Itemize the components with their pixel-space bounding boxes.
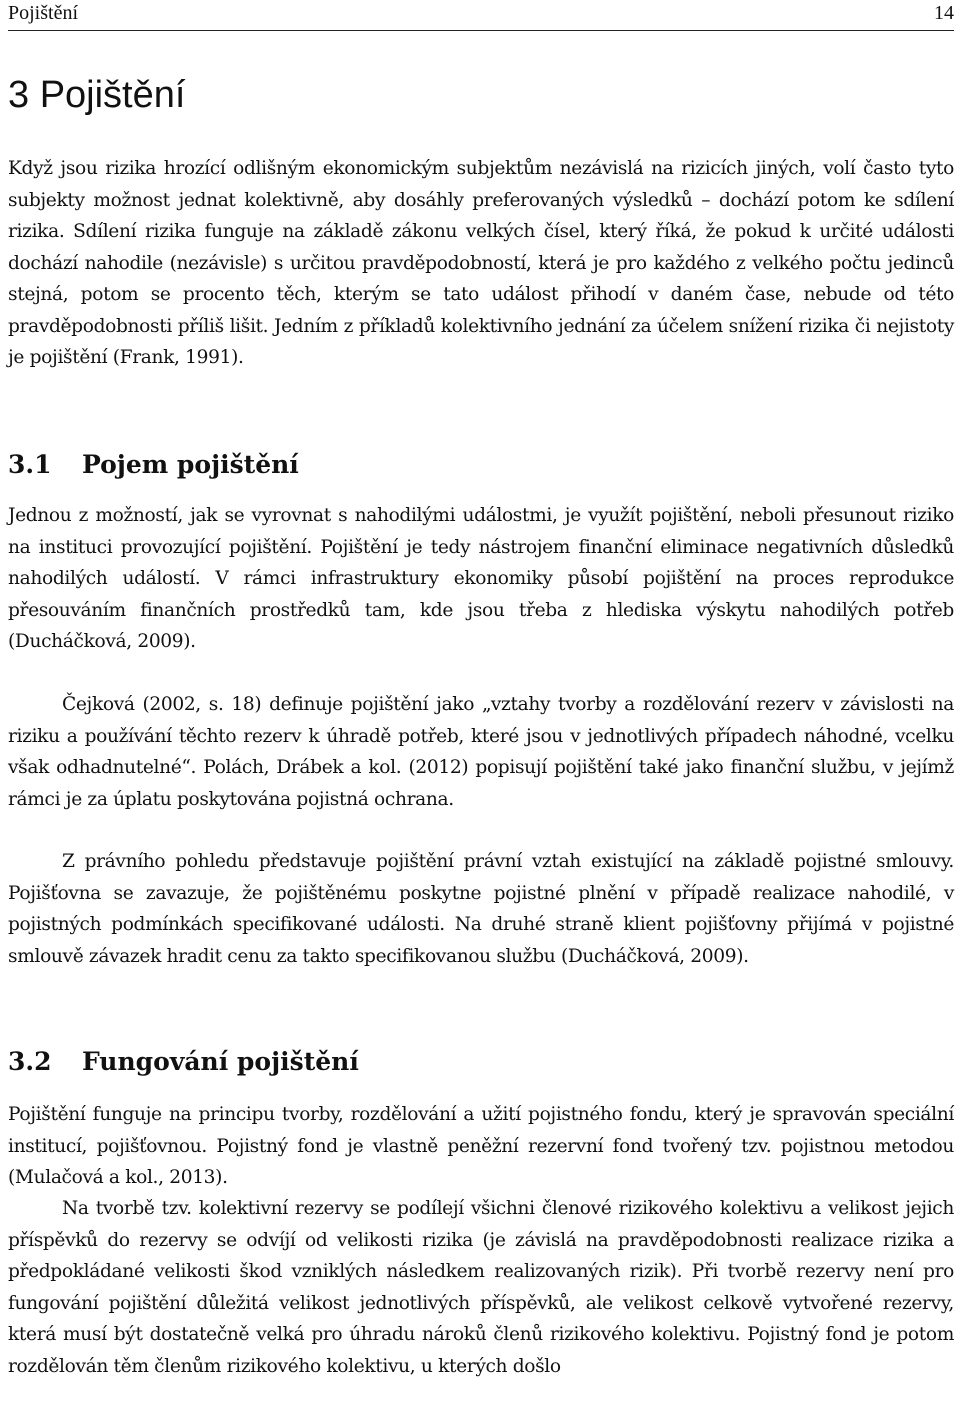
running-header-title: Pojištění xyxy=(8,2,79,24)
section-heading-3-2 xyxy=(8,1045,359,1079)
paragraph: Pojištění funguje na principu tvorby, rozdělování a užití pojistného fondu, který je spravován speciální institucí, pojišťovnou. Pojistný fond je vlastně peněžní rezervní fond tvořený tzv. pojistnou metodou (Mulačová a kol., 2013). xyxy=(8,1104,954,1188)
page-number: 14 xyxy=(934,2,954,24)
section-number: 3.1 xyxy=(8,450,52,479)
paragraph: Jednou z možností, jak se vyrovnat s nahodilými událostmi, je využít pojištění, neboli přesunout riziko na instituci provozující pojištění. Pojištění je tedy nástrojem finanční eliminace negativních důsledků nahodilých událostí. V rámci infrastruktury ekonomiky působí pojištění na proces reprodukce přesouváním finančních prostředků tam, kde jsou třeba z hlediska výskytu nahodilých potřeb (Ducháčková, 2009). xyxy=(8,505,954,652)
document-page xyxy=(8,0,954,1414)
paragraph: Čejková (2002, s. 18) definuje pojištění jako „vztahy tvorby a rozdělování rezerv v závislosti na riziku a používání těchto rezerv k úhradě potřeb, které jsou v jednotlivých případech náhodné, vcelku však odhadnutelné“. Polách, Drábek a kol. (2012) popisují pojištění také jako finanční službu, v jejímž rámci je za úplatu poskytována pojistná ochrana. xyxy=(8,694,954,810)
paragraph: Na tvorbě tzv. kolektivní rezervy se podílejí všichni členové rizikového kolektivu a velikost jejich příspěvků do rezervy se odvíjí od velikosti rizika (je závislá na pravděpodobnosti realizace rizika a předpokládané velikosti škod vzniklých následkem realizovaných rizik). Při tvorbě rezervy není pro fungování pojištění důležitá velikost jednotlivých příspěvků, ale velikost celkově vytvořené rezervy, která musí být dostatečně velká pro úhradu nároků členů rizikového kolektivu. Pojistný fond je potom rozdělován těm členům rizikového kolektivu, u kterých došlo xyxy=(8,1198,954,1377)
paragraph: Z právního pohledu představuje pojištění právní vztah existující na základě pojistné smlouvy. Pojišťovna se zavazuje, že pojištěnému poskytne pojistné plnění v případě realizace nahodilé, v pojistných podmínkách specifikované události. Na druhé straně klient pojišťovny přijímá v pojistné smlouvě závazek hradit cenu za takto specifikovanou službu (Ducháčková, 2009). xyxy=(8,851,954,967)
section-number: 3.2 xyxy=(8,1047,52,1076)
section-heading-3-1 xyxy=(8,448,299,482)
chapter-intro-paragraph: Když jsou rizika hrozící odlišným ekonomickým subjektům nezávislá na rizicích jiných, volí často tyto subjekty možnost jednat kolektivně, aby dosáhly preferovaných výsledků – dochází potom ke sdílení rizika. Sdílení rizika funguje na základě zákonu velkých čísel, který říká, že pokud k určité události dochází nahodile (nezávisle) s určitou pravděpodobností, která je pro každého z velkého počtu jedinců stejná, potom se procento těch, kterým se tato událost přihodí v daném čase, nebude od této pravděpodobnosti příliš lišit. Jedním z příkladů kolektivního jednání za účelem snížení rizika či nejistoty je pojištění (Frank, 1991). xyxy=(8,158,954,368)
section-title-text: Fungování pojištění xyxy=(82,1047,359,1076)
chapter-title: 3 Pojištění xyxy=(8,74,186,116)
running-header xyxy=(8,0,954,31)
section-title-text: Pojem pojištění xyxy=(82,450,299,479)
